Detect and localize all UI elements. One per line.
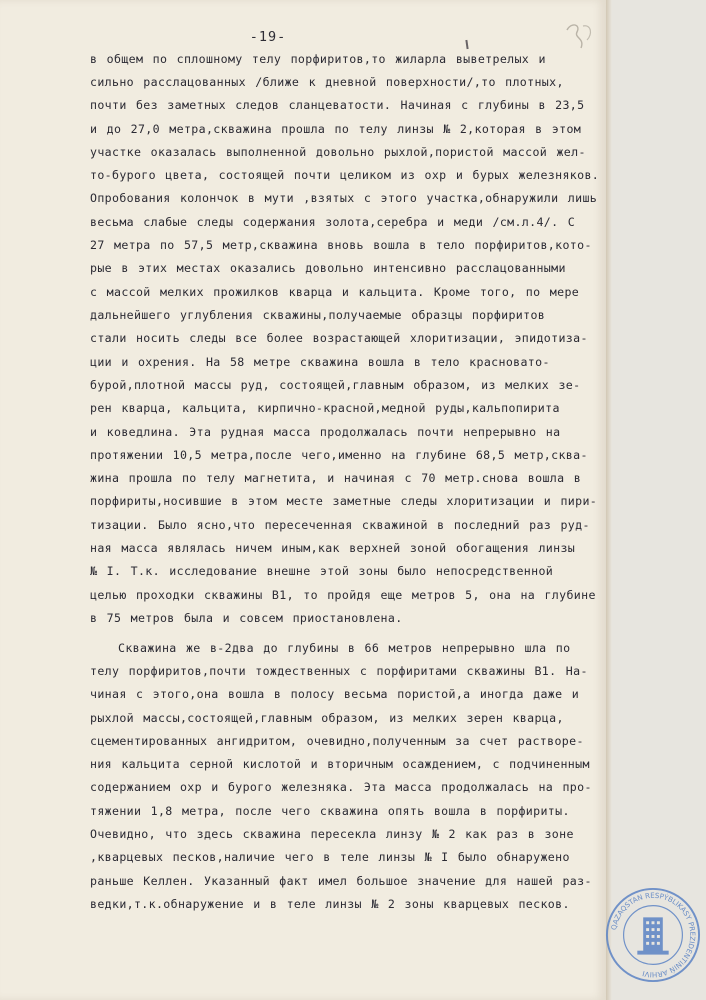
text-line: № I. Т.к. исследование внешне этой зоны было непосредственной [90,564,554,578]
text-line: рен кварца, кальцита, кирпично-красной,медной руды,кальпопирита [90,401,560,415]
text-line: тизации. Было ясно,что пересеченная скважиной в последний раз руд- [90,518,590,532]
text-line: Опробования колончок в мути ,взятых с этого участка,обнаружили лишь [90,191,598,205]
text-line: тяжении 1,8 метра, после чего скважина опять вошла в порфириты. [90,804,570,818]
text-line: 27 метра по 57,5 метр,скважина вновь вошла в тело порфиритов,кото- [90,238,592,252]
text-line: порфириты,носившие в этом месте заметные следы хлоритизации и пири- [90,494,598,508]
text-line: рыхлой массы,состоящей,главным образом, из мелких зерен кварца, [90,711,564,725]
text-line: дальнейшего углубления скважины,получаемые образцы порфиритов [90,308,546,322]
text-line: стали носить следы все более возрастающей хлоритизации, эпидотиза- [90,331,588,345]
text-line: почти без заметных следов сланцеватости. Начиная с глубины в 23,5 [90,98,585,112]
text-line: то-бурого цвета, состоящей почти целиком из охр и бурых железняков. [90,168,600,182]
text-line: и коведлина. Эта рудная масса продолжалась почти непрерывно на [90,425,561,439]
text-line: раньше Келлен. Указанный факт имел большое значение для нашей раз- [90,874,592,888]
text-line: чиная с этого,она вошла в полосу весьма пористой,а иногда даже и [90,687,580,701]
text-line: ,кварцевых песков,наличие чего в теле линзы № I было обнаружено [90,850,570,864]
text-line: сильно расслацованных /ближе к дневной поверхности/,то плотных, [90,75,564,89]
text-line: в общем по сплошному телу порфиритов,то жиларла выветрелых и [90,52,546,66]
text-line: участке оказалась выполненной довольно рыхлой,пористой массой жел- [90,145,586,159]
text-line: жина прошла по телу магнетита, и начиная с 70 метр.снова вошла в [90,471,582,485]
text-line: ная масса являлась ничем иным,как верхней зоной обогащения линзы [90,541,576,555]
archive-stamp [604,886,702,984]
text-line: Скважина же в-2два до глубины в 66 метров непрерывно шла по [118,641,571,655]
text-line: ведки,т.к.обнаружение и в теле линзы № 2 зоны кварцевых песков. [90,897,570,911]
page-edge [606,0,612,1000]
building-icon [637,917,668,954]
text-line: в 75 метров была и совсем приостановлена. [90,611,403,625]
text-line: ния кальцита серной кислотой и вторичным осаждением, с подчиненным [90,757,590,771]
text-line: содержанием охр и бурого железняка. Эта масса продолжалась на про- [90,780,592,794]
text-line: и до 27,0 метра,скважина прошла по телу линзы № 2,которая в этом [90,122,582,136]
text-line: весьма слабые следы содержания золота,серебра и меди /см.л.4/. С [90,215,576,229]
text-line: рые в этих местах оказались довольно интенсивно расслацованными [90,261,566,275]
text-line: бурой,плотной массы руд, состоящей,главным образом, из мелких зе- [90,378,581,392]
text-line: ции и охрения. На 58 метре скважина вошла в тело красновато- [90,355,550,369]
text-line: телу порфиритов,почти тождественных с порфиритами скважины В1. На- [90,664,588,678]
text-line: Очевидно, что здесь скважина пересекла линзу № 2 как раз в зоне [90,827,574,841]
page-number: -19- [249,29,287,45]
stamp-text: QAZAQSTAN RESPÝBLIKASY PREZIDENTINIŃ ARHIVI [609,890,698,980]
text-line: с массой мелких прожилков кварца и кальцита. Кроме того, по мере [90,285,580,299]
text-line: целью проходки скважины В1, то пройдя еще метров 5, она на глубине [90,588,596,602]
text-line: сцементированных ангидритом, очевидно,полученным за счет растворе- [90,734,584,748]
text-line: протяжении 10,5 метра,после чего,именно на глубине 68,5 метр,сква- [90,448,588,462]
